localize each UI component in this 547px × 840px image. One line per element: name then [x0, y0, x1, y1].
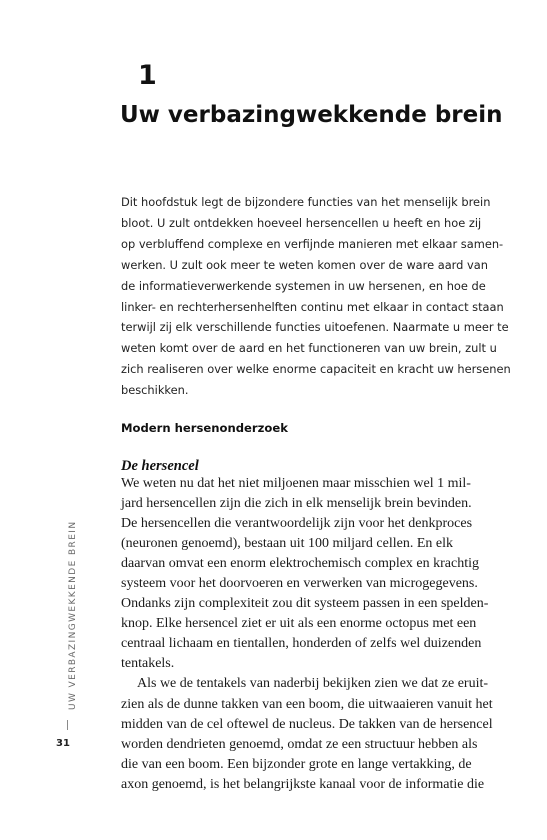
intro-line: linker- en rechterhersenhelften continu met elkaar in contact staan	[121, 299, 504, 314]
page-number: 31	[56, 738, 70, 749]
body-line: Als we de tentakels van naderbij bekijken zien we dat ze eruit-	[137, 676, 489, 692]
body-line: De hersencellen die verantwoordelijk zijn voor het denkproces	[121, 516, 473, 532]
body-line: (neuronen genoemd), bestaan uit 100 miljard cellen. En elk	[121, 536, 454, 552]
body-line: systeem voor het doorvoeren en verwerken van microgegevens.	[121, 576, 478, 592]
intro-line: werken. U zult ook meer te weten komen over de ware aard van	[121, 257, 488, 272]
chapter-title: Uw verbazingwekkende brein	[120, 102, 503, 128]
body-line: axon genoemd, is het belangrijkste kanaal voor de informatie die	[121, 776, 485, 792]
body-line: tentakels.	[121, 656, 175, 672]
body-line: Ondanks zijn complexiteit zou dit systeem passen in een spelden-	[121, 596, 489, 612]
running-head-divider	[67, 720, 68, 730]
body-line: daarvan omvat een enorm elektrochemisch complex en krachtig	[121, 556, 480, 572]
section-heading: Modern hersenonderzoek	[121, 421, 288, 435]
body-line: zien als de dunne takken van een boom, die uitwaaieren vanuit het	[121, 696, 493, 712]
intro-line: beschikken.	[121, 383, 189, 398]
body-line: worden dendrieten genoemd, omdat ze een structuur hebben als	[121, 736, 478, 752]
body-line: knop. Elke hersencel ziet er uit als een enorme octopus met een	[121, 616, 477, 632]
intro-line: terwijl zij elk verschillende functies uitoefenen. Naarmate u meer te	[121, 320, 509, 335]
intro-line: op verbluffend complexe en verfijnde manieren met elkaar samen-	[121, 236, 504, 251]
body-line: We weten nu dat het niet miljoenen maar misschien wel 1 mil-	[121, 476, 471, 491]
running-head	[53, 520, 81, 716]
body-line: jard hersencellen zijn die zich in elk menselijk brein bevinden.	[121, 496, 472, 512]
body-text	[121, 474, 493, 795]
chapter-number: 1	[138, 60, 157, 91]
subheading: De hersencel	[121, 458, 199, 474]
body-line: die van een boom. Een bijzonder grote en lange vertakking, de	[121, 756, 472, 772]
chapter-intro	[121, 192, 511, 401]
running-head-text: UW VERBAZINGWEKKENDE BREIN	[68, 520, 78, 710]
intro-line: bloot. U zult ontdekken hoeveel hersencellen u heeft en hoe zij	[121, 215, 482, 230]
intro-line: zich realiseren over welke enorme capaciteit en kracht uw hersenen	[121, 362, 511, 377]
intro-line: Dit hoofdstuk legt de bijzondere functies van het menselijk brein	[121, 195, 491, 209]
intro-line: de informatieverwerkende systemen in uw hersenen, en hoe de	[121, 278, 486, 293]
intro-line: weten komt over de aard en het functioneren van uw brein, zult u	[121, 341, 497, 356]
body-line: centraal lichaam en tientallen, honderden of zelfs wel duizenden	[121, 636, 482, 652]
body-line: midden van de cel oftewel de nucleus. De takken van de hersencel	[121, 716, 493, 732]
